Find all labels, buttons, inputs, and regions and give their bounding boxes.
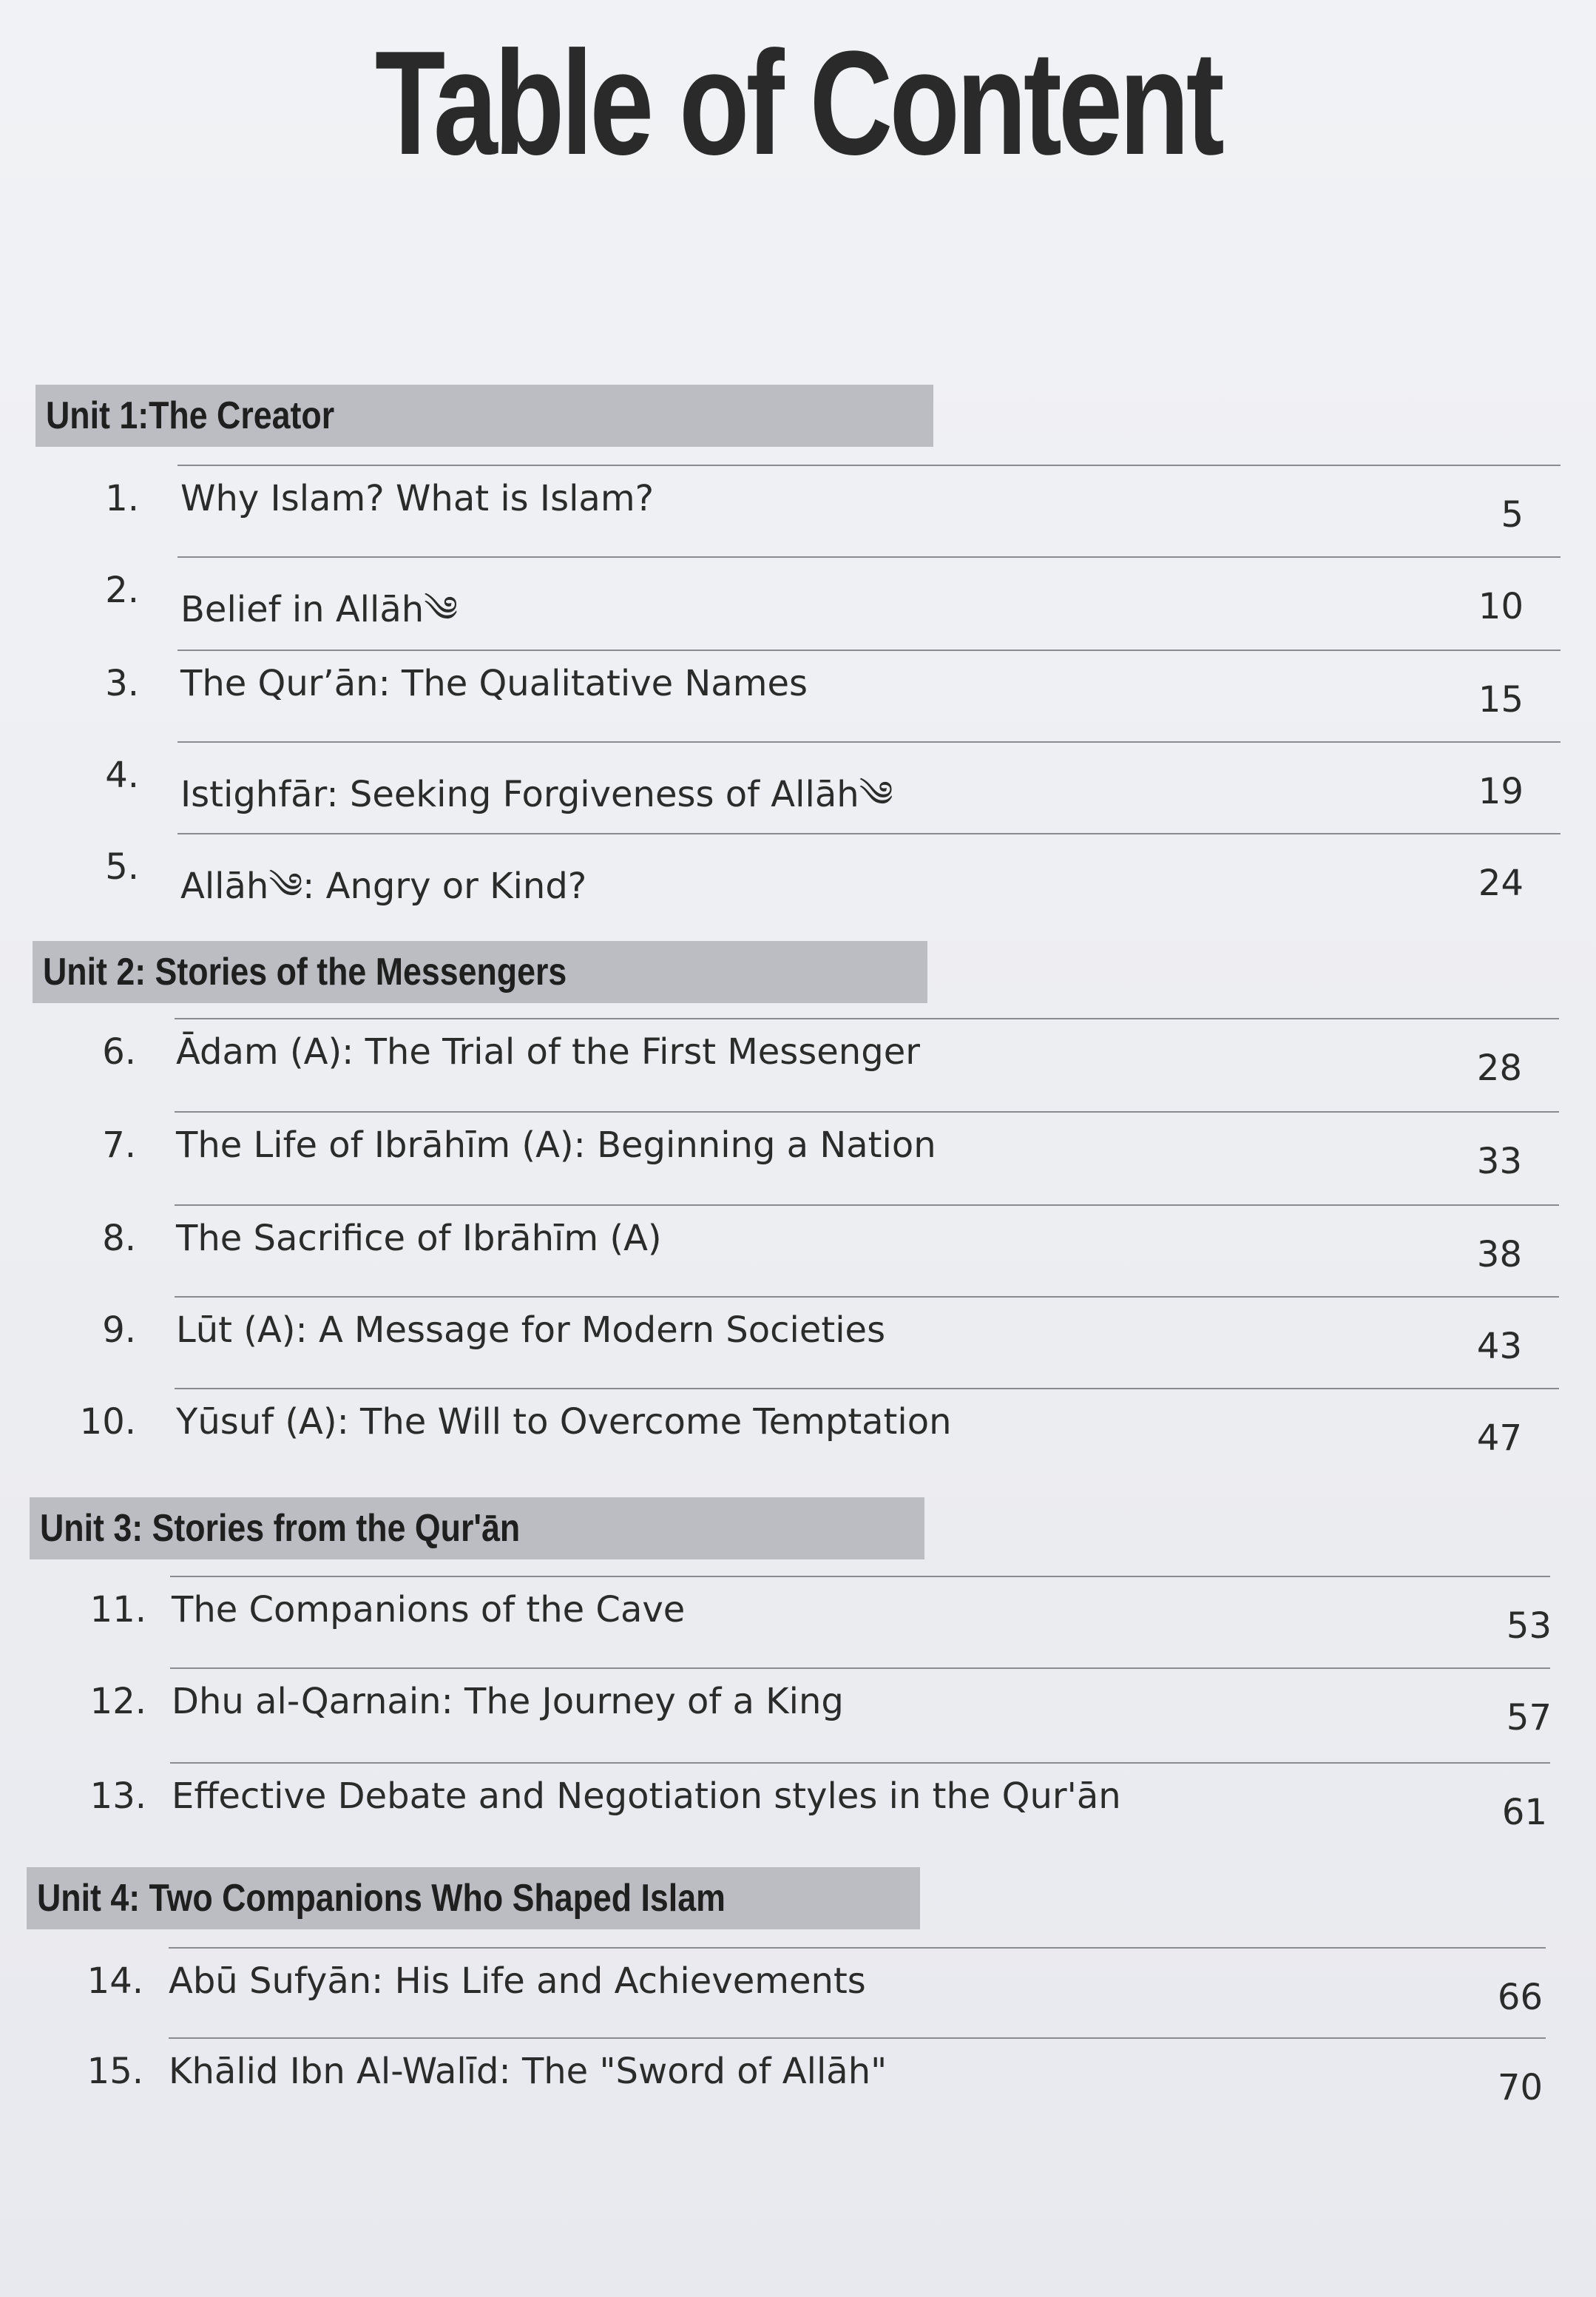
entry-rule <box>177 650 1561 651</box>
toc-entry[interactable] <box>0 1111 1596 1200</box>
toc-entry[interactable] <box>0 2037 1596 2126</box>
entry-page-number: 10 <box>1478 586 1524 627</box>
entry-number: 10. <box>79 1401 136 1443</box>
entry-page-number: 70 <box>1497 2067 1543 2108</box>
entry-page-number: 47 <box>1476 1417 1522 1459</box>
entry-page-number: 24 <box>1478 863 1524 904</box>
entry-title: Lūt (A): A Message for Modern Societies <box>176 1309 886 1351</box>
entry-number: 14. <box>87 1960 143 2002</box>
entry-number: 3. <box>105 663 139 704</box>
entry-number: 12. <box>89 1681 146 1722</box>
entry-rule <box>175 1018 1559 1019</box>
entry-number: 5. <box>105 846 139 888</box>
unit-header-2 <box>33 941 927 1003</box>
unit-header-1 <box>35 385 933 447</box>
entry-rule <box>177 465 1561 466</box>
entry-page-number: 66 <box>1497 1977 1543 2018</box>
entry-rule <box>170 1667 1550 1669</box>
entry-page-number: 38 <box>1476 1234 1522 1275</box>
entry-title: Allāh༄: Angry or Kind? <box>180 866 587 907</box>
entry-rule <box>175 1204 1559 1206</box>
toc-entry[interactable] <box>0 833 1596 922</box>
entry-title: The Sacrifice of Ibrāhīm (A) <box>176 1218 662 1259</box>
entry-rule <box>177 833 1561 834</box>
toc-entry[interactable] <box>0 1576 1596 1664</box>
unit-header-label: Unit 4: Two Companions Who Shaped Islam <box>37 1877 726 1920</box>
entry-rule <box>175 1111 1559 1113</box>
entry-title: The Life of Ibrāhīm (A): Beginning a Nation <box>176 1124 936 1166</box>
entry-rule <box>177 741 1561 743</box>
toc-entry[interactable] <box>0 465 1596 553</box>
entry-title: Dhu al-Qarnain: The Journey of a King <box>172 1681 844 1722</box>
entry-number: 8. <box>102 1218 136 1259</box>
entry-number: 7. <box>102 1124 136 1166</box>
entry-rule <box>169 2037 1546 2039</box>
entry-page-number: 43 <box>1476 1326 1522 1367</box>
entry-rule <box>177 556 1561 558</box>
toc-entry[interactable] <box>0 650 1596 738</box>
toc-entry[interactable] <box>0 556 1596 645</box>
entry-page-number: 5 <box>1501 494 1524 536</box>
entry-rule <box>170 1762 1550 1764</box>
entry-page-number: 61 <box>1501 1792 1547 1833</box>
unit-header-label: Unit 1:The Creator <box>46 394 335 437</box>
entry-title: Istighfār: Seeking Forgiveness of Allāh༄ <box>180 774 893 815</box>
unit-header-label: Unit 3: Stories from the Qur'ān <box>40 1507 521 1550</box>
toc-entry[interactable] <box>0 1204 1596 1293</box>
toc-entry[interactable] <box>0 1018 1596 1107</box>
unit-header-3 <box>30 1497 924 1559</box>
entry-page-number: 19 <box>1478 771 1524 812</box>
entry-number: 6. <box>102 1031 136 1073</box>
entry-number: 15. <box>87 2051 143 2092</box>
entry-number: 2. <box>105 570 139 611</box>
entry-title: Khālid Ibn Al-Walīd: The "Sword of Allāh" <box>169 2051 887 2092</box>
entry-rule <box>170 1576 1550 1577</box>
toc-entry[interactable] <box>0 741 1596 830</box>
page-title: Table of Content <box>374 21 1222 186</box>
entry-number: 11. <box>89 1589 146 1630</box>
entry-page-number: 53 <box>1506 1605 1552 1647</box>
unit-header-4 <box>27 1867 920 1929</box>
toc-entry[interactable] <box>0 1762 1596 1851</box>
entry-title: The Qur’ān: The Qualitative Names <box>180 663 808 704</box>
entry-page-number: 28 <box>1476 1048 1522 1089</box>
entry-number: 13. <box>89 1775 146 1817</box>
entry-page-number: 57 <box>1506 1697 1552 1738</box>
entry-rule <box>169 1947 1546 1949</box>
entry-title: The Companions of the Cave <box>172 1589 686 1630</box>
toc-entry[interactable] <box>0 1667 1596 1756</box>
toc-entry[interactable] <box>0 1947 1596 2036</box>
entry-title: Why Islam? What is Islam? <box>180 478 655 519</box>
entry-page-number: 15 <box>1478 679 1524 721</box>
entry-number: 9. <box>102 1309 136 1351</box>
toc-entry[interactable] <box>0 1388 1596 1477</box>
entry-rule <box>175 1388 1559 1389</box>
entry-rule <box>175 1296 1559 1298</box>
entry-title: Belief in Allāh༄ <box>180 589 459 630</box>
entry-page-number: 33 <box>1476 1141 1522 1182</box>
entry-number: 4. <box>105 755 139 796</box>
entry-title: Yūsuf (A): The Will to Overcome Temptation <box>176 1401 952 1443</box>
entry-number: 1. <box>105 478 139 519</box>
entry-title: Ādam (A): The Trial of the First Messenger <box>176 1031 920 1073</box>
unit-header-label: Unit 2: Stories of the Messengers <box>43 951 567 994</box>
toc-entry[interactable] <box>0 1296 1596 1385</box>
entry-title: Effective Debate and Negotiation styles in the Qur'ān <box>172 1775 1121 1817</box>
entry-title: Abū Sufyān: His Life and Achievements <box>169 1960 866 2002</box>
